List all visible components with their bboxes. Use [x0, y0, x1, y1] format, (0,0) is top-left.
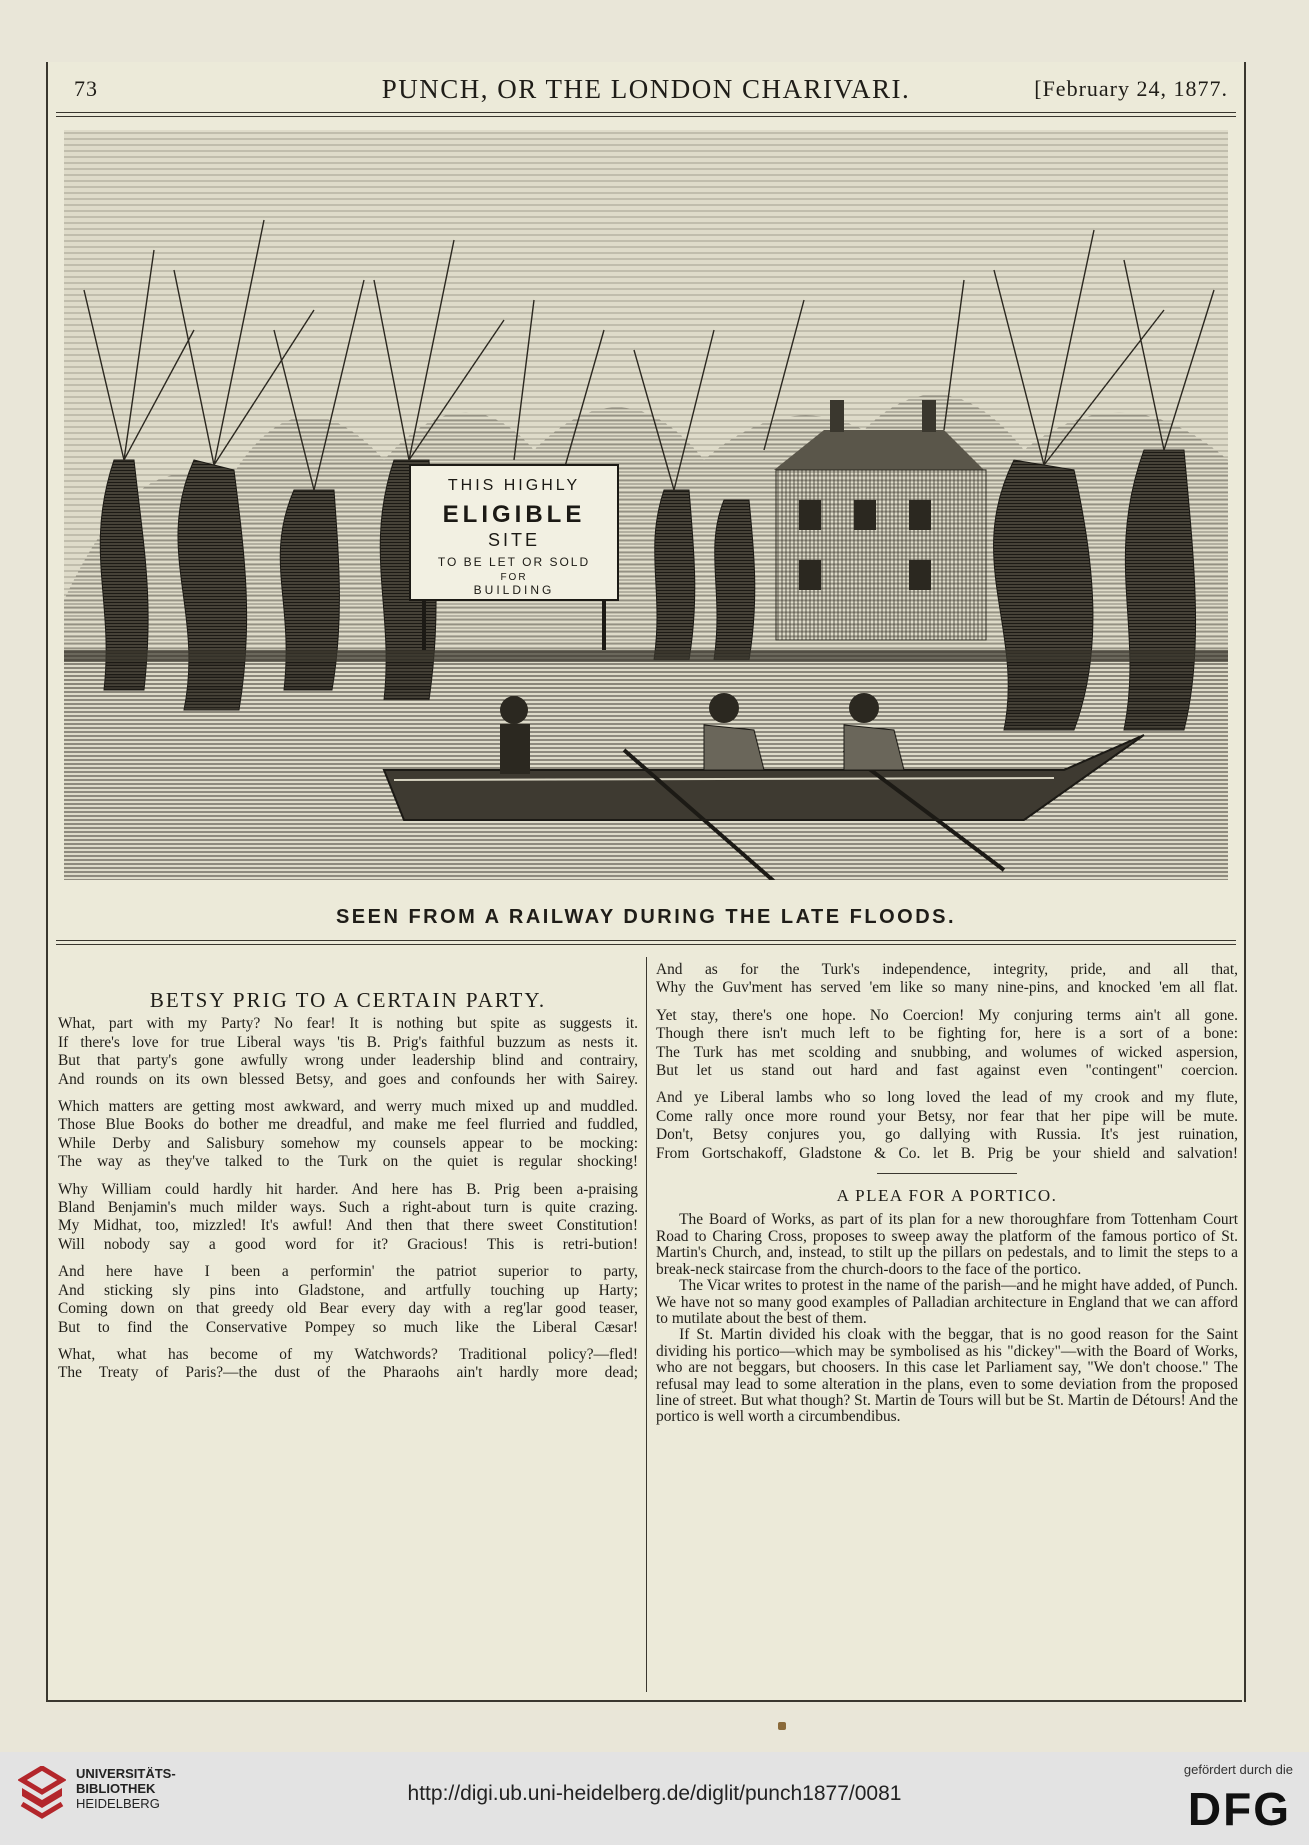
verse-line: While Derby and Salisbury somehow my counsels appear to be mocking: — [58, 1134, 638, 1152]
verse-line: The Treaty of Paris?—the dust of the Pharaohs ain't hardly more dead; — [58, 1364, 638, 1382]
library-name-line: UNIVERSITÄTS- — [76, 1766, 176, 1781]
verse-line: Why William could hardly hit harder. And here has B. Prig been a-praising — [58, 1180, 638, 1198]
issue-date: [February 24, 1877. — [1034, 76, 1228, 101]
header-rule — [56, 112, 1236, 113]
scan-mark — [778, 1722, 786, 1730]
sign-line-1: THIS HIGHLY — [447, 477, 581, 494]
page-number: 73 — [74, 76, 98, 101]
verse-line: Will nobody say a good word for it? Gracious! This is retri-bution! — [58, 1235, 638, 1253]
sign-line-6: BUILDING — [473, 583, 555, 597]
verse-line: Don't, Betsy conjures you, go dallying with Russia. It's jest ruination, — [656, 1126, 1238, 1144]
column-divider — [646, 957, 647, 1692]
verse-line: And rounds on its own blessed Betsy, and goes and confounds her with Sairey. — [58, 1070, 638, 1088]
funded-by-label: gefördert durch die — [1183, 1762, 1293, 1777]
verse-line: Coming down on that greedy old Bear every day with a reg'lar good teaser, — [58, 1300, 638, 1318]
verse-line: But that party's gone awfully wrong under leadership blind and contrairy, — [58, 1052, 638, 1070]
verse-line: Though there isn't much left to be fighting for, here is a sort of a bone: — [656, 1025, 1238, 1043]
sign-line-2: ELIGIBLE — [442, 501, 586, 528]
poem-title: BETSY PRIG TO A CERTAIN PARTY. — [149, 988, 547, 1012]
poem-stanza-1 — [58, 1016, 638, 1088]
verse-line: Bland Benjamin's much milder ways. Such a right-about turn is quite crazing. — [58, 1199, 638, 1217]
verse-line: What, what has become of my Watchwords? Traditional policy?—fled! — [58, 1345, 638, 1363]
dfg-logo: DFG — [1187, 1783, 1291, 1835]
page-header — [48, 72, 1244, 108]
verse-line: The Turk has met scolding and snubbing, and wolumes of wicked aspersion, — [656, 1043, 1238, 1061]
verse-line: If there's love for true Liberal ways 'tis B. Prig's faithful buzzum as nests it. — [58, 1033, 638, 1051]
verse-line: And as for the Turk's independence, integrity, pride, and all that, — [656, 961, 1238, 978]
verse-line: Yet stay, there's one hope. No Coercion! My conjuring terms ain't all gone. — [656, 1006, 1238, 1024]
poem-stanza-2 — [58, 1099, 638, 1171]
verse-line: And here have I been a performin' the patriot superior to party, — [58, 1263, 638, 1281]
poem-stanza-3 — [58, 1182, 638, 1254]
newspaper-page — [46, 62, 1246, 1702]
verse-line: And sticking sly pins into Gladstone, and artfully touching up Harty; — [58, 1281, 638, 1299]
permalink-url[interactable]: http://digi.ub.uni-heidelberg.de/diglit/punch1877/0081 — [407, 1782, 902, 1805]
portico-article — [656, 1188, 1238, 1426]
publication-title: PUNCH, OR THE LONDON CHARIVARI. — [381, 74, 911, 104]
article-title: A PLEA FOR A PORTICO. — [836, 1186, 1058, 1206]
flood-engraving — [64, 130, 1228, 930]
verse-line: And ye Liberal lambs who so long loved the lead of my crook and my flute, — [656, 1089, 1238, 1107]
poem-stanza-8 — [656, 1090, 1238, 1162]
flood-water — [64, 650, 1228, 880]
library-name-line: BIBLIOTHEK — [76, 1781, 156, 1796]
article-paragraph: The Vicar writes to protest in the name of the parish—and he might have added, of Punch. We have not so many good examples of Palladian architecture in England that we can afford to mutilate about the best of them. — [656, 1277, 1238, 1327]
caption-rule-thin — [56, 944, 1236, 945]
left-column — [58, 962, 638, 1393]
sign-line-5: FOR — [500, 572, 528, 583]
verse-line: Why the Guv'ment has served 'em like so many nine-pins, and knocked 'em all flat. — [656, 979, 1238, 997]
article-paragraph: The Board of Works, as part of its plan for a new thoroughfare from Tottenham Court Road to Charing Cross, proposes to sweep away the platform of the famous portico of St. Martin's Church, and, instead, to stilt up the pillars on pedestals, and to limit the steps to a break-neck staircase from the church-doors to the face of the portico. — [656, 1211, 1238, 1278]
poem-stanza-4 — [58, 1264, 638, 1336]
sign-line-3: SITE — [487, 530, 541, 550]
caption-rule — [56, 940, 1236, 941]
header-rule-thin — [56, 116, 1236, 117]
verse-line: Those Blue Books do bother me dreadful, and make me feel flurried and fuddled, — [58, 1116, 638, 1134]
sign-line-4: TO BE LET OR SOLD — [437, 555, 591, 569]
digital-library-footer — [0, 1752, 1309, 1845]
verse-line: But let us stand out hard and fast against even "contingent" coercion. — [656, 1062, 1238, 1080]
verse-line: What, part with my Party? No fear! It is nothing but spite as suggests it. — [58, 1015, 638, 1033]
article-paragraph: If St. Martin divided his cloak with the beggar, that is no good reason for the Saint dividing his portico—which may be symbolised as his "dickey"—with the Board of Works, who are not beggars, but choosers. In this case let Parliament say, "We don't choose." The refusal may lead to some alteration in the plans, even to some deviation from the proposed line of street. But what though? St. Martin de Tours will but be St. Martin de Détours! And the portico is well worth a circumbendibus. — [656, 1326, 1238, 1426]
illustration-caption: SEEN FROM A RAILWAY DURING THE LATE FLOODS. — [335, 906, 957, 928]
poem-stanza-6 — [656, 962, 1238, 997]
verse-line: My Midhat, too, mizzled! It's awful! And then that there sweet Constitution! — [58, 1217, 638, 1235]
section-divider — [877, 1173, 1017, 1174]
verse-line: Come rally once more round your Betsy, nor fear that her pipe will be mute. — [656, 1107, 1238, 1125]
verse-line: From Gortschakoff, Gladstone & Co. let B. Prig be your shield and salvation! — [656, 1144, 1238, 1162]
poem-stanza-5 — [58, 1347, 638, 1382]
verse-line: Which matters are getting most awkward, and werry much mixed up and muddled. — [58, 1098, 638, 1116]
verse-line: The way as they've talked to the Turk on the quiet is regular shocking! — [58, 1153, 638, 1171]
poem-stanza-7 — [656, 1008, 1238, 1080]
right-column — [656, 962, 1238, 1426]
library-name-line: HEIDELBERG — [76, 1796, 160, 1811]
verse-line: But to find the Conservative Pompey so much like the Liberal Cæsar! — [58, 1318, 638, 1336]
page-bottom-rule — [46, 1700, 1242, 1702]
